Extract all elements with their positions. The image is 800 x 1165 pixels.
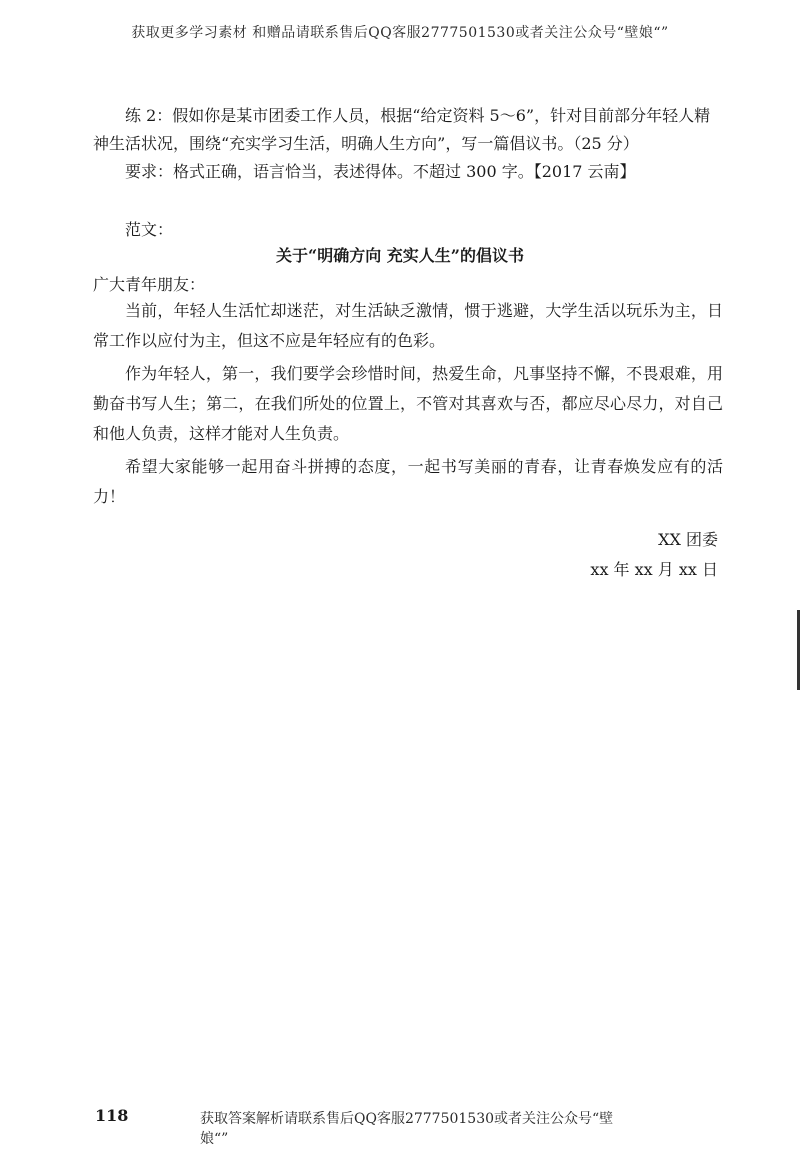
page-number: 118 [95,1106,129,1125]
footer-banner: 获取答案解析请联系售后QQ客服2777501530或者关注公众号“壁娘“” [200,1111,614,1147]
essay-body [93,296,723,515]
page-footer [0,1106,800,1147]
essay-salutation: 广大青年朋友： [93,275,206,294]
exercise-prompt-text: 练 2：假如你是某市团委工作人员，根据“给定资料 5～6”，针对目前部分年轻人精神生活状况，围绕“充实学习生活，明确人生方向”，写一篇倡议书。（25 分） [93,106,711,153]
signer: XX 团委 [658,530,718,549]
essay-paragraph-3: 希望大家能够一起用奋斗拼搏的态度，一起书写美丽的青春，让青春焕发应有的活力！ [93,457,723,506]
exercise-requirements: 要求：格式正确，语言恰当，表述得体。不超过 300 字。【2017 云南】 [125,162,636,181]
essay-paragraph-2: 作为年轻人，第一，我们要学会珍惜时间，热爱生命，凡事坚持不懈，不畏艰难，用勤奋书写人生；第二，在我们所处的位置上，不管对其喜欢与否，都应尽心尽力，对自己和他人负责，这样才能对人生负责。 [93,364,723,443]
essay-title: 关于“明确方向 充实人生”的倡议书 [276,246,524,265]
essay-paragraph-1: 当前，年轻人生活忙却迷茫，对生活缺乏激情，惯于逃避，大学生活以玩乐为主，日常工作以应付为主，但这不应是年轻应有的色彩。 [93,301,723,350]
header-banner: 获取更多学习素材 和赠品请联系售后QQ客服2777501530或者关注公众号“壁娘“” [131,25,669,41]
signature-date: xx 年 xx 月 xx 日 [590,560,718,579]
essay-signature [590,525,718,585]
sample-label: 范文： [125,220,174,239]
exercise-prompt [93,102,723,158]
